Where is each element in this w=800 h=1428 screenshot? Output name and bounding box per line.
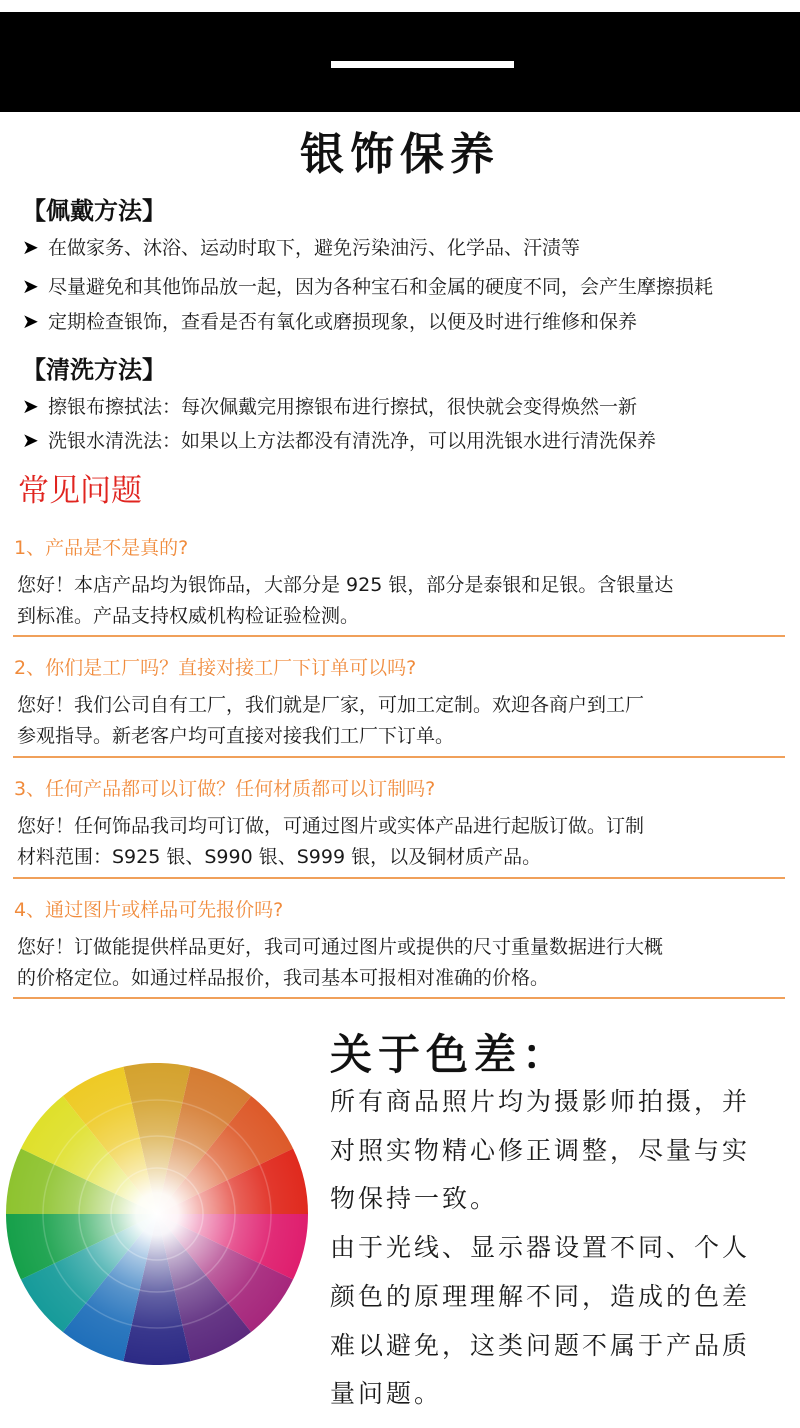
faq-title: 常见问题: [18, 473, 142, 509]
faq-answer-line: 材料范围：S925 银、S990 银、S999 银，以及铜材质产品。: [17, 846, 542, 868]
faq-question: 3、任何产品都可以订做？任何材质都可以订制吗?: [14, 778, 436, 800]
faq-divider: [13, 997, 785, 999]
arrow-icon: ➤: [22, 428, 39, 452]
faq-divider: [13, 635, 785, 637]
faq-answer: [17, 811, 789, 873]
faq-answer-line: 您好！我们公司自有工厂，我们就是厂家，可加工定制。欢迎各商户到工厂: [17, 694, 645, 716]
color-diff-line: 由于光线、显示器设置不同、个人: [330, 1233, 751, 1262]
page-title: 银饰保养: [300, 129, 500, 180]
faq-answer-line: 参观指导。新老客户均可直接对接我们工厂下订单。: [17, 725, 455, 747]
clean-item: [22, 392, 637, 421]
arrow-icon: ➤: [22, 394, 39, 418]
color-wheel-image: [6, 1063, 308, 1365]
clean-heading: 【清洗方法】: [22, 356, 166, 384]
color-diff-title: 关于色差：: [330, 1030, 571, 1079]
banner-line: [331, 61, 514, 68]
arrow-icon: ➤: [22, 309, 39, 333]
color-diff-line: 量问题。: [330, 1379, 443, 1408]
wear-item: [22, 272, 713, 301]
faq-answer-line: 的价格定位。如通过样品报价，我司基本可报相对准确的价格。: [17, 967, 550, 989]
faq-divider: [13, 756, 785, 758]
wear-item-text: 尽量避免和其他饰品放一起，因为各种宝石和金属的硬度不同，会产生摩擦损耗: [48, 276, 714, 298]
clean-item: [22, 426, 656, 455]
wear-item-text: 在做家务、沐浴、运动时取下，避免污染油污、化学品、汗渍等: [48, 237, 581, 259]
wear-item-text: 定期检查银饰，查看是否有氧化或磨损现象，以便及时进行维修和保养: [48, 311, 638, 333]
clean-item-text: 洗银水清洗法：如果以上方法都没有清洗净，可以用洗银水进行清洗保养: [48, 430, 657, 452]
wear-item: [22, 307, 637, 336]
color-diff-line: 所有商品照片均为摄影师拍摄，并: [330, 1087, 751, 1116]
faq-answer: [17, 570, 789, 632]
faq-divider: [13, 877, 785, 879]
wear-item: [22, 233, 580, 262]
faq-answer-line: 您好！任何饰品我司均可订做，可通过图片或实体产品进行起版订做。订制: [17, 815, 645, 837]
color-diff-line: 物保持一致。: [330, 1184, 499, 1213]
color-diff-line: 难以避免，这类问题不属于产品质: [330, 1331, 751, 1360]
color-diff-line: 颜色的原理理解不同，造成的色差: [330, 1282, 751, 1311]
clean-item-text: 擦银布擦拭法：每次佩戴完用擦银布进行擦拭，很快就会变得焕然一新: [48, 396, 638, 418]
arrow-icon: ➤: [22, 274, 39, 298]
faq-answer: [17, 690, 789, 752]
wear-heading: 【佩戴方法】: [22, 197, 166, 225]
faq-answer: [17, 932, 789, 994]
wheel-highlight: [6, 1063, 308, 1365]
faq-question: 2、你们是工厂吗？直接对接工厂下订单可以吗?: [14, 657, 417, 679]
faq-question: 4、通过图片或样品可先报价吗?: [14, 899, 284, 921]
faq-answer-line: 您好！订做能提供样品更好，我司可通过图片或提供的尺寸重量数据进行大概: [17, 936, 664, 958]
faq-answer-line: 到标准。产品支持权威机构检证验检测。: [17, 605, 360, 627]
color-diff-line: 对照实物精心修正调整，尽量与实: [330, 1136, 751, 1165]
top-banner: [0, 12, 800, 112]
faq-question: 1、产品是不是真的?: [14, 537, 189, 559]
faq-answer-line: 您好！本店产品均为银饰品，大部分是 925 银，部分是泰银和足银。含银量达: [17, 574, 674, 596]
arrow-icon: ➤: [22, 235, 39, 259]
